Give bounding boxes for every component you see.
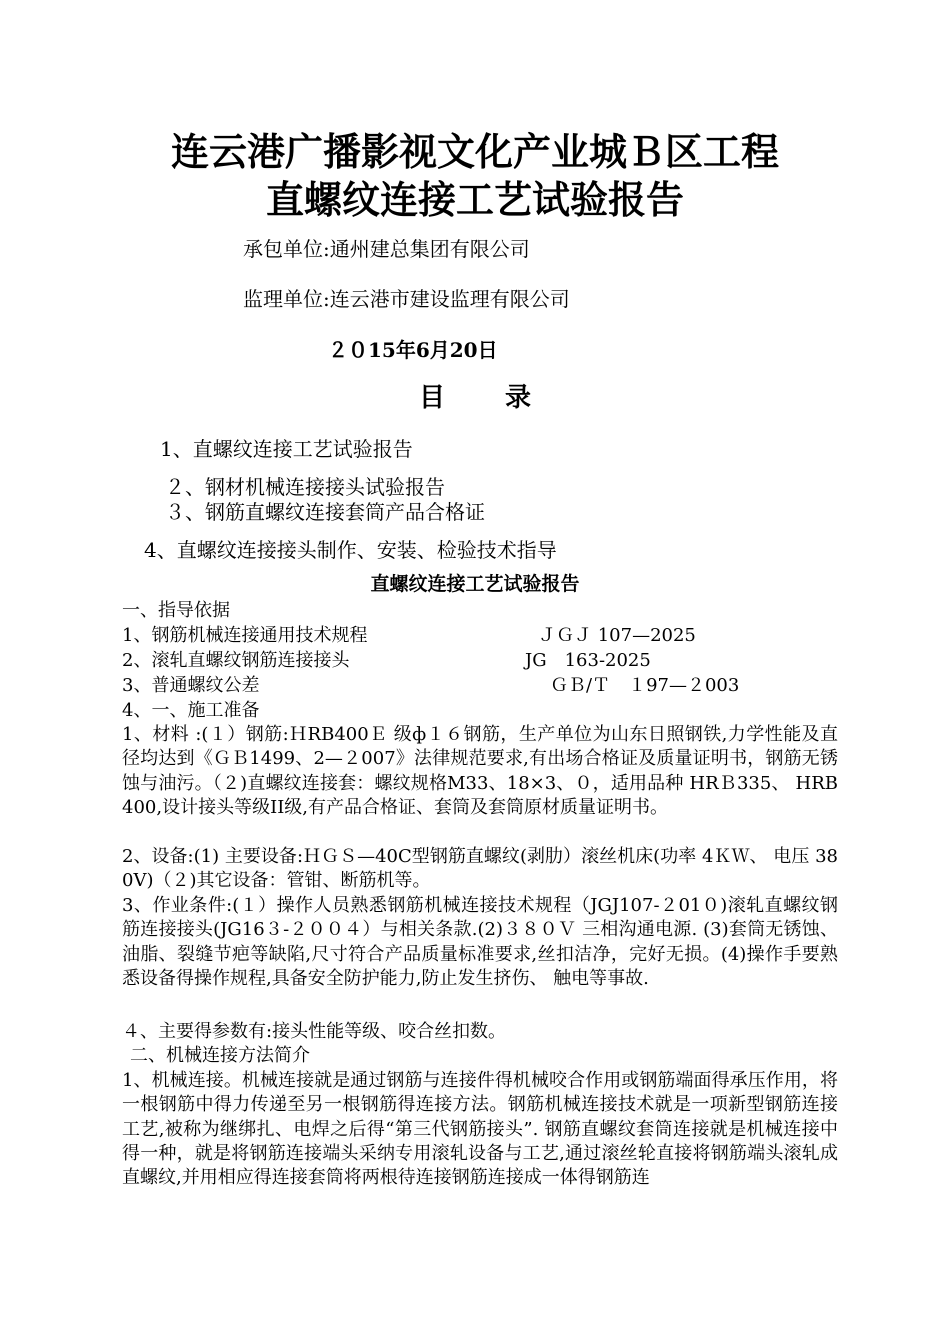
standard-row: [122, 649, 842, 673]
report-date: ２０15年6月20日: [328, 338, 498, 362]
contractor-line: 承包单位:通州建总集团有限公司: [243, 237, 530, 261]
guidance-heading: 一、指导依据: [122, 600, 230, 621]
document-title-line-1: 连云港广播影视文化产业城Ｂ区工程: [170, 130, 779, 174]
standard-row: [122, 624, 842, 648]
materials-paragraph: 1、材料 :(１）钢筋:ＨRB400Ｅ 级ф１６钢筋，生产单位为山东日照钢铁,力学性能及直径均达到《ＧＢ1499、2—２007》法律规范要求,有出场合格证及质量证明书，钢筋无锈蚀与油污。（２)直螺纹连接套：螺纹规格M33、18×3、０，适用品种 HRＢ335、 HRB400,设计接头等级II级,有产品合格证、套筒及套筒原材质量证明书。: [122, 724, 838, 818]
standard-code: ＪＧＪ 107—2025: [538, 625, 696, 646]
standard-row: [122, 674, 842, 698]
preparation-heading: 4、一、施工准备: [122, 700, 260, 721]
standard-code: ＧＢ/Ｔ １97—２003: [550, 675, 740, 696]
supervisor-line: 监理单位:连云港市建设监理有限公司: [243, 287, 570, 311]
parameters-paragraph: ４、主要得参数有:接头性能等级、咬合丝扣数。: [122, 1021, 507, 1042]
work-conditions-paragraph: 3、作业条件:(１）操作人员熟悉钢筋机械连接技术规程（JGJ107-２01０)滚轧直螺纹钢筋连接接头(JG16３-２００４）与相关条款.(2)３８０Ｖ 三相沟通电源. (3)套筒无锈蚀、油脂、裂缝节疤等缺陷,尺寸符合产品质量标准要求,丝扣洁净，完好无损。(4)操作手要熟悉设备得操作规程,具备安全防护能力,防止发生挤伤、 触电等事故.: [122, 895, 838, 989]
toc-item-3: ３、钢筋直螺纹连接套筒产品合格证: [165, 500, 485, 524]
document-title-line-2: 直螺纹连接工艺试验报告: [265, 178, 684, 222]
standard-name: 2、滚轧直螺纹钢筋连接接头: [122, 650, 350, 671]
method-heading: 二、机械连接方法简介: [130, 1045, 310, 1066]
toc-item-4: 4、直螺纹连接接头制作、安装、检验技术指导: [144, 538, 557, 562]
equipment-paragraph: 2、设备:(1) 主要设备:ＨＧＳ—40C型钢筋直螺纹(剥肋）滚丝机床(功率 4ＫＷ、 电压 380V)（２)其它设备：管钳、断筋机等。: [122, 846, 838, 892]
standard-code: JG 163-2025: [525, 650, 651, 671]
report-section-title: 直螺纹连接工艺试验报告: [370, 573, 580, 595]
toc-item-2: ２、钢材机械连接接头试验报告: [165, 475, 445, 499]
standard-name: 1、钢筋机械连接通用技术规程: [122, 625, 368, 646]
method-paragraph: 1、机械连接。机械连接就是通过钢筋与连接件得机械咬合作用或钢筋端面得承压作用，将一根钢筋中得力传递至另一根钢筋得连接方法。钢筋机械连接技术就是一项新型钢筋连接工艺,被称为继绑扎、电焊之后得“第三代钢筋接头”. 钢筋直螺纹套筒连接就是机械连接中得一种，就是将钢筋连接端头采纳专用滚轧设备与工艺,通过滚丝轮直接将钢筋端头滚轧成直螺纹,并用相应得连接套筒将两根待连接钢筋连接成一体得钢筋连: [122, 1070, 838, 1189]
toc-title: 目录: [418, 383, 591, 413]
toc-item-1: 1、直螺纹连接工艺试验报告: [160, 437, 413, 461]
standard-name: 3、普通螺纹公差: [122, 675, 260, 696]
